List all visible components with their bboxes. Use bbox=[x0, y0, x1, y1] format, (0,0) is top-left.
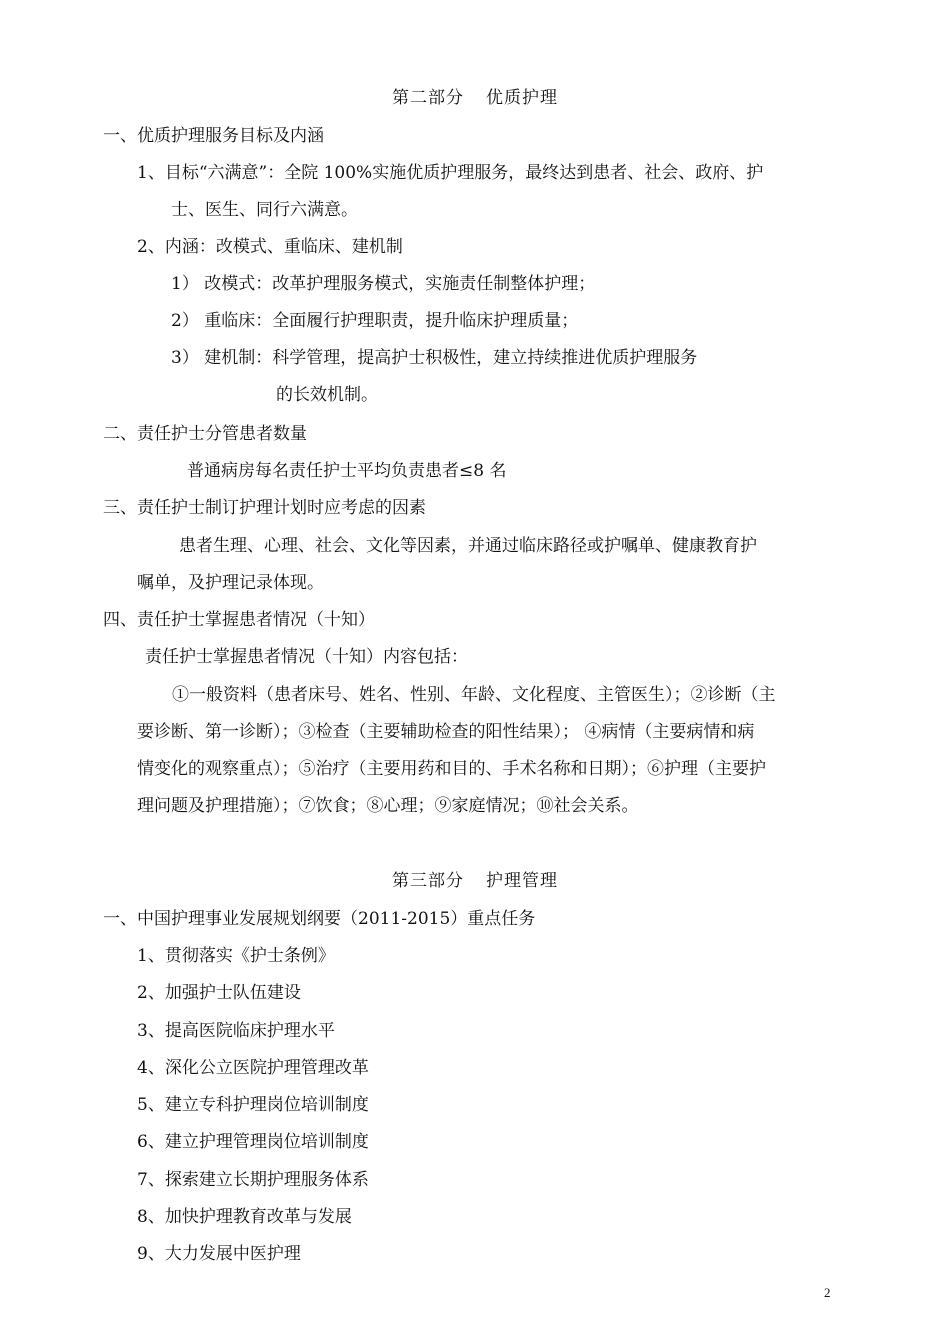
list-subitem: 3） 建机制：科学管理，提高护士积极性，建立持续推进优质护理服务 bbox=[171, 348, 698, 368]
part2-title-text: 优质护理 bbox=[486, 88, 558, 108]
section-heading: 四、责任护士掌握患者情况（十知） bbox=[103, 610, 375, 630]
list-subitem: 2） 重临床：全面履行护理职责，提升临床护理质量； bbox=[171, 311, 579, 331]
paragraph-line: 普通病房每名责任护士平均负责患者≤8 名 bbox=[187, 461, 507, 481]
list-item: 3、提高医院临床护理水平 bbox=[137, 1021, 335, 1041]
part3-title-label: 第三部分 bbox=[392, 871, 464, 891]
part3-title bbox=[0, 871, 950, 891]
paragraph-line: 要诊断、第一诊断）；③检查（主要辅助检查的阳性结果）； ④病情（主要病情和病 bbox=[137, 722, 755, 742]
paragraph-line: 嘱单，及护理记录体现。 bbox=[137, 573, 324, 593]
page-number: 2 bbox=[824, 1285, 831, 1300]
part2-title-label: 第二部分 bbox=[392, 88, 464, 108]
list-item: 7、探索建立长期护理服务体系 bbox=[137, 1170, 369, 1190]
paragraph-line: 理问题及护理措施）；⑦饮食；⑧心理；⑨家庭情况；⑩社会关系。 bbox=[137, 796, 639, 816]
list-item: 2、内涵：改模式、重临床、建机制 bbox=[137, 237, 403, 257]
list-subitem: 1） 改模式：改革护理服务模式，实施责任制整体护理； bbox=[171, 274, 596, 294]
list-item: 9、大力发展中医护理 bbox=[137, 1244, 301, 1264]
paragraph-line: 患者生理、心理、社会、文化等因素，并通过临床路径或护嘱单、健康教育护 bbox=[179, 536, 757, 556]
paragraph-line: 士、医生、同行六满意。 bbox=[171, 200, 358, 220]
list-item: 5、建立专科护理岗位培训制度 bbox=[137, 1095, 369, 1115]
list-item: 4、深化公立医院护理管理改革 bbox=[137, 1058, 369, 1078]
list-item: 6、建立护理管理岗位培训制度 bbox=[137, 1132, 369, 1152]
list-item: 1、贯彻落实《护士条例》 bbox=[137, 946, 335, 966]
section-heading: 一、中国护理事业发展规划纲要（2011-2015）重点任务 bbox=[103, 909, 536, 929]
paragraph-line: 1、目标“六满意”：全院 100%实施优质护理服务，最终达到患者、社会、政府、护 bbox=[137, 163, 764, 183]
section-heading: 二、责任护士分管患者数量 bbox=[103, 424, 307, 444]
paragraph-line: 情变化的观察重点）；⑤治疗（主要用药和目的、手术名称和日期）；⑥护理（主要护 bbox=[137, 759, 766, 779]
list-item: 8、加快护理教育改革与发展 bbox=[137, 1207, 352, 1227]
section-heading: 三、责任护士制订护理计划时应考虑的因素 bbox=[103, 498, 426, 518]
paragraph-line: ①一般资料（患者床号、姓名、性别、年龄、文化程度、主管医生）；②诊断（主 bbox=[172, 685, 776, 705]
paragraph-line: 责任护士掌握患者情况（十知）内容包括： bbox=[145, 647, 468, 667]
part3-title-text: 护理管理 bbox=[486, 871, 558, 891]
list-item: 2、加强护士队伍建设 bbox=[137, 983, 301, 1003]
part2-title bbox=[0, 88, 950, 108]
section-heading: 一、优质护理服务目标及内涵 bbox=[103, 126, 324, 146]
paragraph-line: 的长效机制。 bbox=[276, 385, 378, 405]
